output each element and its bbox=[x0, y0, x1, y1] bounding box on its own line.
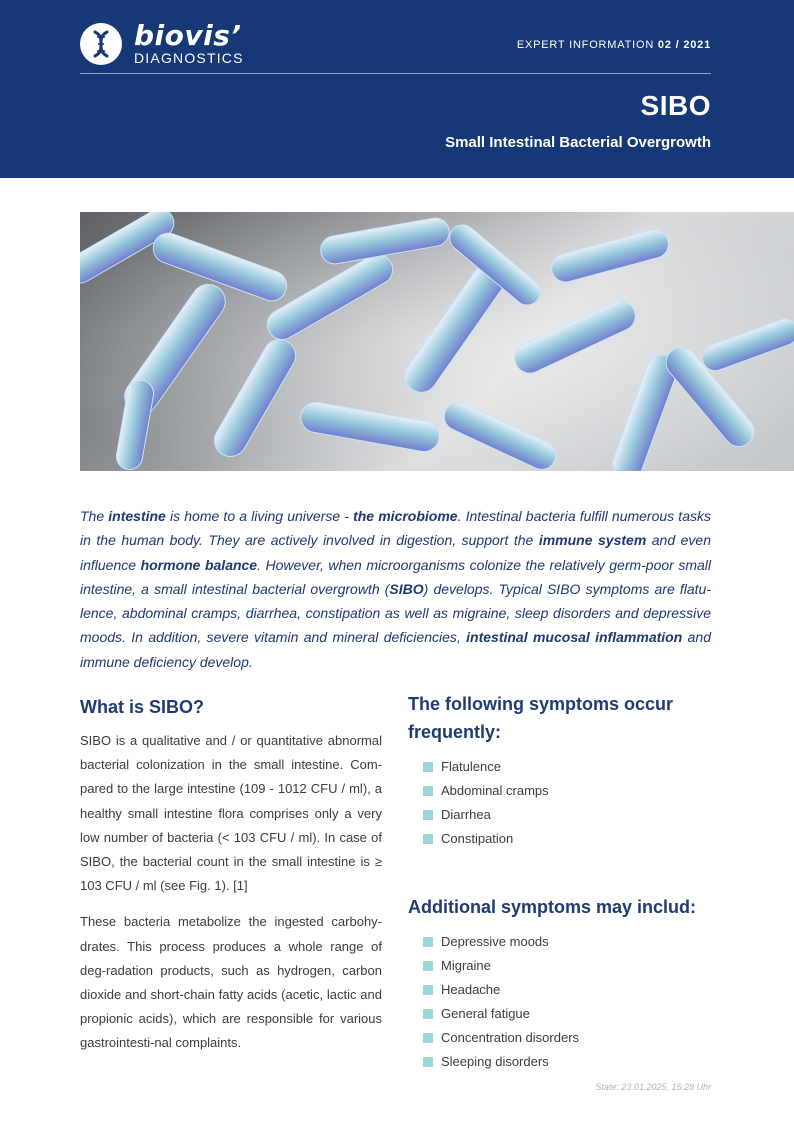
additional-symptoms-list bbox=[408, 930, 711, 1074]
brand-name: biovis’ bbox=[134, 19, 242, 52]
intro-bold-2: the microbiome bbox=[353, 508, 458, 524]
brand-sub: DIAGNOSTICS bbox=[134, 50, 244, 66]
list-item-label: Sleeping disorders bbox=[441, 1054, 549, 1069]
intro-bold-6: intestinal mucosal inflammation bbox=[466, 629, 683, 646]
symptoms-list bbox=[408, 755, 711, 851]
intro-bold-4: hormone balance bbox=[140, 556, 258, 573]
list-item-label: Flatulence bbox=[441, 759, 501, 774]
document-meta bbox=[517, 39, 711, 51]
square-bullet-icon bbox=[423, 985, 433, 995]
list-item-label: Migraine bbox=[441, 958, 491, 973]
what-is-sibo-section bbox=[80, 693, 382, 1056]
list-item-label: Diarrhea bbox=[441, 807, 491, 822]
list-item bbox=[408, 1050, 711, 1074]
header-divider bbox=[80, 73, 711, 74]
list-item-label: Depressive moods bbox=[441, 934, 549, 949]
square-bullet-icon bbox=[423, 1033, 433, 1043]
square-bullet-icon bbox=[423, 1057, 433, 1067]
list-item-label: Constipation bbox=[441, 831, 514, 846]
intro-text-1: The bbox=[80, 508, 109, 524]
list-item bbox=[408, 1026, 711, 1050]
list-item bbox=[408, 1002, 711, 1026]
bacteria-hero-image bbox=[80, 212, 794, 471]
list-item-label: General fatigue bbox=[441, 1006, 530, 1021]
square-bullet-icon bbox=[423, 961, 433, 971]
square-bullet-icon bbox=[423, 762, 433, 772]
square-bullet-icon bbox=[423, 834, 433, 844]
symptoms-section bbox=[408, 690, 711, 1074]
list-item bbox=[408, 954, 711, 978]
list-item bbox=[408, 755, 711, 779]
section-heading-additional: Additional symptoms may includ: bbox=[408, 897, 697, 917]
list-item bbox=[408, 978, 711, 1002]
square-bullet-icon bbox=[423, 937, 433, 947]
what-is-paragraph-2: These bacteria metabolize the ingested carbohy-drates. This process produces a whole range of deg-radation products, such as hydrogen, carbon dioxide and short-chain fatty acids (acetic, lactic and propionic acids), which are responsible for various gastrointesti-nal complaints. bbox=[80, 914, 382, 1051]
list-item bbox=[408, 803, 711, 827]
header-banner bbox=[0, 0, 794, 178]
dna-helix-icon bbox=[80, 23, 122, 65]
list-item bbox=[408, 827, 711, 851]
what-is-paragraph-1: SIBO is a qualitative and / or quantitative abnormal bacterial colonization in the small intestine. Com-pared to the large intestine (109 - 1012 CFU / ml), a healthy small intestine flora comprises only a very low number of bacteria (< 103 CFU / ml). In case of SIBO, the bacterial count in the small intestine is ≥ 103 CFU / ml (see Fig. 1). [1] bbox=[80, 733, 382, 894]
intro-bold-1: intestine bbox=[108, 508, 166, 524]
page-title: SIBO bbox=[640, 90, 711, 121]
list-item-label: Concentration disorders bbox=[441, 1030, 580, 1045]
page-subtitle: Small Intestinal Bacterial Overgrowth bbox=[445, 134, 711, 151]
intro-paragraph bbox=[80, 504, 711, 674]
state-timestamp: State: 23.01.2025, 15:28 Uhr bbox=[595, 1082, 711, 1092]
section-heading-symptoms: The following symptoms occur frequently: bbox=[408, 694, 674, 742]
list-item-label: Abdominal cramps bbox=[441, 783, 549, 798]
intro-bold-3: immune system bbox=[538, 532, 647, 549]
section-heading-what-is: What is SIBO? bbox=[80, 697, 205, 717]
brand-text bbox=[134, 19, 244, 66]
intro-text-5: . However, when microorganisms colonize the relatively germ-poor small intestine, a small intestinal bacterial overgrowth ( bbox=[80, 556, 712, 597]
intro-bold-5: SIBO bbox=[389, 580, 424, 597]
square-bullet-icon bbox=[423, 786, 433, 796]
square-bullet-icon bbox=[423, 1009, 433, 1019]
meta-number: 02 / 2021 bbox=[657, 39, 711, 51]
list-item bbox=[408, 779, 711, 803]
bacteria-illustration bbox=[80, 212, 794, 471]
intro-text-3: . Intestinal bacteria fulfill numerous tasks in the human body. They are actively involved in digestion, support the bbox=[80, 508, 711, 549]
intro-text-7: and immune deficiency develop. bbox=[80, 629, 712, 670]
list-item bbox=[408, 930, 711, 954]
list-item-label: Headache bbox=[441, 982, 501, 997]
square-bullet-icon bbox=[423, 810, 433, 820]
intro-text-4: and even influence bbox=[80, 532, 711, 573]
brand-logo[interactable] bbox=[80, 19, 244, 66]
meta-prefix: EXPERT INFORMATION bbox=[516, 39, 658, 51]
intro-text-6: ) develops. Typical SIBO symptoms are flatu-lence, abdominal cramps, diarrhea, constipation as well as migraine, sleep disorders and depressive moods. In addition, severe vitamin and mineral deficiencies, bbox=[80, 580, 711, 646]
intro-text-2: is home to a living universe - bbox=[165, 508, 354, 524]
